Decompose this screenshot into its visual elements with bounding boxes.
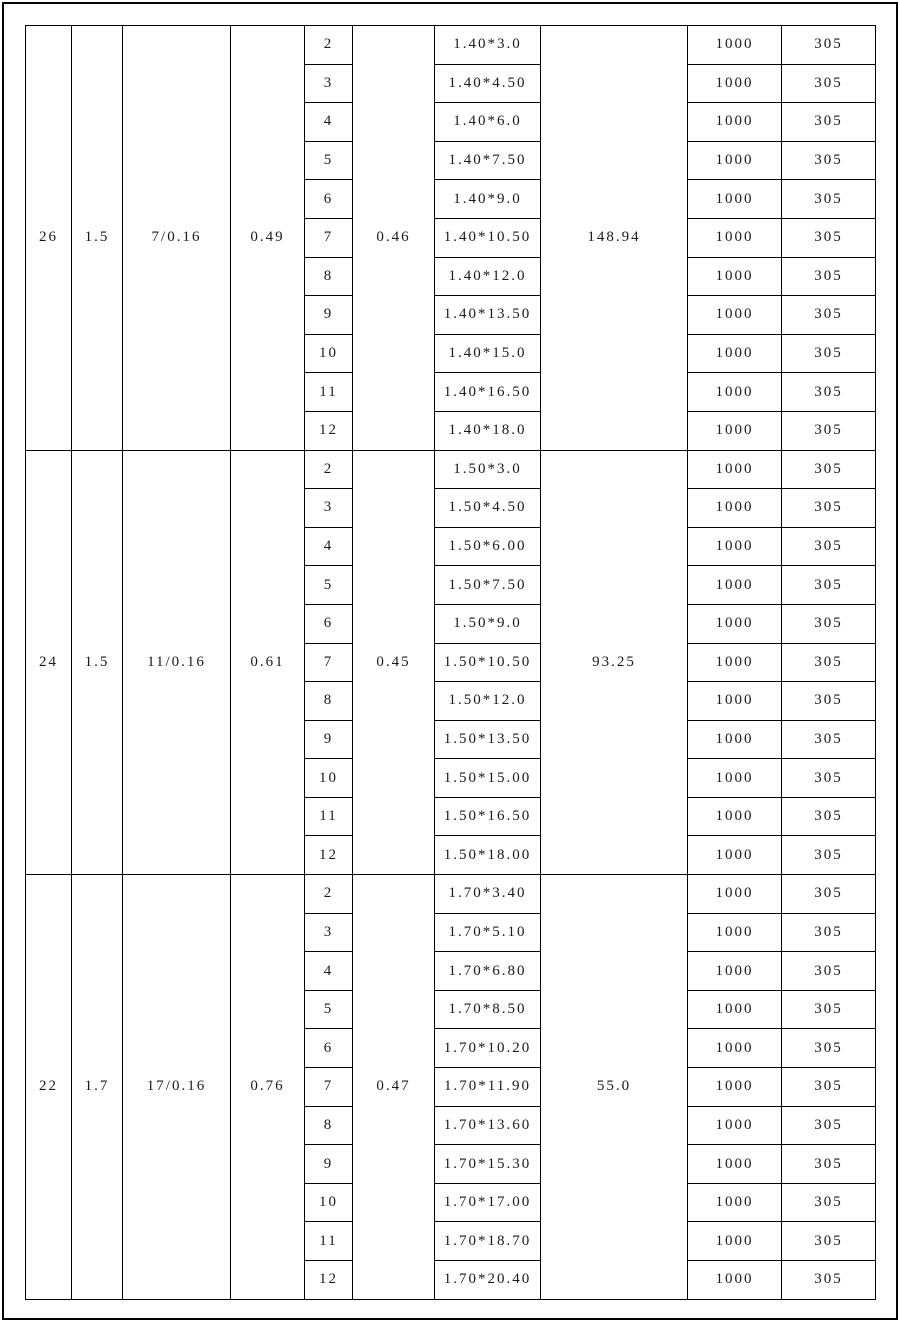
length-cell: 1000 [688, 411, 782, 450]
core-count-cell: 10 [305, 334, 353, 373]
cable-size-cell: 1.70*17.00 [435, 1183, 541, 1222]
length-cell: 1000 [688, 759, 782, 798]
length-cell: 1000 [688, 373, 782, 412]
length-cell: 1000 [688, 682, 782, 721]
core-count-cell: 10 [305, 759, 353, 798]
core-count-cell: 4 [305, 952, 353, 991]
core-count-cell: 9 [305, 296, 353, 335]
length-cell: 1000 [688, 1106, 782, 1145]
cable-size-cell: 1.40*13.50 [435, 296, 541, 335]
feet-cell: 305 [782, 1222, 876, 1261]
feet-cell: 305 [782, 566, 876, 605]
cable-size-cell: 1.40*16.50 [435, 373, 541, 412]
feet-cell: 305 [782, 334, 876, 373]
cable-size-cell: 1.50*16.50 [435, 797, 541, 836]
feet-cell: 305 [782, 411, 876, 450]
core-count-cell: 12 [305, 836, 353, 875]
feet-cell: 305 [782, 875, 876, 914]
insulation-cell: 0.47 [353, 875, 435, 1300]
cable-size-cell: 1.50*6.00 [435, 527, 541, 566]
feet-cell: 305 [782, 180, 876, 219]
cable-size-cell: 1.50*12.0 [435, 682, 541, 721]
cable-size-cell: 1.40*4.50 [435, 64, 541, 103]
cable-size-cell: 1.50*10.50 [435, 643, 541, 682]
cable-spec-table [25, 25, 876, 1300]
table-row [26, 450, 876, 489]
core-count-cell: 5 [305, 141, 353, 180]
second-value-cell: 1.7 [72, 875, 123, 1300]
core-count-cell: 7 [305, 1068, 353, 1107]
feet-cell: 305 [782, 527, 876, 566]
length-cell: 1000 [688, 450, 782, 489]
table-row [26, 26, 876, 65]
length-cell: 1000 [688, 141, 782, 180]
length-cell: 1000 [688, 1261, 782, 1300]
length-cell: 1000 [688, 218, 782, 257]
length-cell: 1000 [688, 1222, 782, 1261]
core-count-cell: 6 [305, 604, 353, 643]
cable-size-cell: 1.50*7.50 [435, 566, 541, 605]
feet-cell: 305 [782, 1145, 876, 1184]
core-count-cell: 3 [305, 489, 353, 528]
core-count-cell: 3 [305, 64, 353, 103]
length-cell: 1000 [688, 489, 782, 528]
length-cell: 1000 [688, 566, 782, 605]
length-cell: 1000 [688, 1068, 782, 1107]
cable-size-cell: 1.50*3.0 [435, 450, 541, 489]
cable-size-cell: 1.70*10.20 [435, 1029, 541, 1068]
resistance-cell: 148.94 [541, 26, 688, 451]
conductor-diameter-cell: 0.61 [231, 450, 305, 875]
awg-cell: 24 [26, 450, 72, 875]
table-row [26, 875, 876, 914]
feet-cell: 305 [782, 643, 876, 682]
cable-size-cell: 1.50*15.00 [435, 759, 541, 798]
length-cell: 1000 [688, 875, 782, 914]
core-count-cell: 5 [305, 566, 353, 605]
second-value-cell: 1.5 [72, 26, 123, 451]
length-cell: 1000 [688, 720, 782, 759]
cable-size-cell: 1.70*18.70 [435, 1222, 541, 1261]
length-cell: 1000 [688, 952, 782, 991]
awg-cell: 22 [26, 875, 72, 1300]
cable-size-cell: 1.50*4.50 [435, 489, 541, 528]
core-count-cell: 10 [305, 1183, 353, 1222]
core-count-cell: 11 [305, 797, 353, 836]
feet-cell: 305 [782, 489, 876, 528]
length-cell: 1000 [688, 257, 782, 296]
cable-size-cell: 1.50*9.0 [435, 604, 541, 643]
feet-cell: 305 [782, 26, 876, 65]
core-count-cell: 9 [305, 1145, 353, 1184]
feet-cell: 305 [782, 1183, 876, 1222]
strand-cell: 17/0.16 [123, 875, 231, 1300]
core-count-cell: 8 [305, 257, 353, 296]
conductor-diameter-cell: 0.49 [231, 26, 305, 451]
cable-size-cell: 1.70*15.30 [435, 1145, 541, 1184]
awg-cell: 26 [26, 26, 72, 451]
second-value-cell: 1.5 [72, 450, 123, 875]
cable-size-cell: 1.70*11.90 [435, 1068, 541, 1107]
cable-size-cell: 1.40*12.0 [435, 257, 541, 296]
feet-cell: 305 [782, 1029, 876, 1068]
cable-size-cell: 1.70*3.40 [435, 875, 541, 914]
length-cell: 1000 [688, 604, 782, 643]
cable-size-cell: 1.40*6.0 [435, 103, 541, 142]
cable-size-cell: 1.40*18.0 [435, 411, 541, 450]
feet-cell: 305 [782, 952, 876, 991]
core-count-cell: 11 [305, 1222, 353, 1261]
cable-size-cell: 1.40*10.50 [435, 218, 541, 257]
length-cell: 1000 [688, 990, 782, 1029]
length-cell: 1000 [688, 1145, 782, 1184]
feet-cell: 305 [782, 103, 876, 142]
feet-cell: 305 [782, 141, 876, 180]
cable-size-cell: 1.40*3.0 [435, 26, 541, 65]
resistance-cell: 93.25 [541, 450, 688, 875]
core-count-cell: 7 [305, 643, 353, 682]
feet-cell: 305 [782, 1068, 876, 1107]
feet-cell: 305 [782, 759, 876, 798]
core-count-cell: 7 [305, 218, 353, 257]
feet-cell: 305 [782, 1261, 876, 1300]
feet-cell: 305 [782, 64, 876, 103]
feet-cell: 305 [782, 797, 876, 836]
insulation-cell: 0.46 [353, 26, 435, 451]
length-cell: 1000 [688, 1183, 782, 1222]
resistance-cell: 55.0 [541, 875, 688, 1300]
cable-size-cell: 1.70*13.60 [435, 1106, 541, 1145]
core-count-cell: 9 [305, 720, 353, 759]
core-count-cell: 4 [305, 527, 353, 566]
core-count-cell: 3 [305, 913, 353, 952]
cable-size-cell: 1.40*15.0 [435, 334, 541, 373]
feet-cell: 305 [782, 296, 876, 335]
strand-cell: 7/0.16 [123, 26, 231, 451]
core-count-cell: 6 [305, 1029, 353, 1068]
length-cell: 1000 [688, 180, 782, 219]
feet-cell: 305 [782, 990, 876, 1029]
core-count-cell: 2 [305, 450, 353, 489]
core-count-cell: 12 [305, 1261, 353, 1300]
conductor-diameter-cell: 0.76 [231, 875, 305, 1300]
core-count-cell: 2 [305, 26, 353, 65]
core-count-cell: 12 [305, 411, 353, 450]
feet-cell: 305 [782, 1106, 876, 1145]
feet-cell: 305 [782, 218, 876, 257]
length-cell: 1000 [688, 836, 782, 875]
cable-size-cell: 1.70*6.80 [435, 952, 541, 991]
feet-cell: 305 [782, 836, 876, 875]
core-count-cell: 5 [305, 990, 353, 1029]
feet-cell: 305 [782, 720, 876, 759]
length-cell: 1000 [688, 103, 782, 142]
feet-cell: 305 [782, 257, 876, 296]
core-count-cell: 4 [305, 103, 353, 142]
cable-size-cell: 1.70*5.10 [435, 913, 541, 952]
cable-size-cell: 1.50*18.00 [435, 836, 541, 875]
cable-size-cell: 1.40*9.0 [435, 180, 541, 219]
length-cell: 1000 [688, 797, 782, 836]
length-cell: 1000 [688, 527, 782, 566]
length-cell: 1000 [688, 334, 782, 373]
length-cell: 1000 [688, 643, 782, 682]
length-cell: 1000 [688, 26, 782, 65]
core-count-cell: 2 [305, 875, 353, 914]
core-count-cell: 8 [305, 1106, 353, 1145]
length-cell: 1000 [688, 296, 782, 335]
feet-cell: 305 [782, 913, 876, 952]
length-cell: 1000 [688, 1029, 782, 1068]
cable-size-cell: 1.50*13.50 [435, 720, 541, 759]
cable-size-cell: 1.40*7.50 [435, 141, 541, 180]
strand-cell: 11/0.16 [123, 450, 231, 875]
table-body [26, 26, 876, 1300]
feet-cell: 305 [782, 373, 876, 412]
length-cell: 1000 [688, 913, 782, 952]
insulation-cell: 0.45 [353, 450, 435, 875]
length-cell: 1000 [688, 64, 782, 103]
cable-size-cell: 1.70*8.50 [435, 990, 541, 1029]
feet-cell: 305 [782, 450, 876, 489]
core-count-cell: 6 [305, 180, 353, 219]
cable-size-cell: 1.70*20.40 [435, 1261, 541, 1300]
feet-cell: 305 [782, 682, 876, 721]
core-count-cell: 8 [305, 682, 353, 721]
core-count-cell: 11 [305, 373, 353, 412]
feet-cell: 305 [782, 604, 876, 643]
